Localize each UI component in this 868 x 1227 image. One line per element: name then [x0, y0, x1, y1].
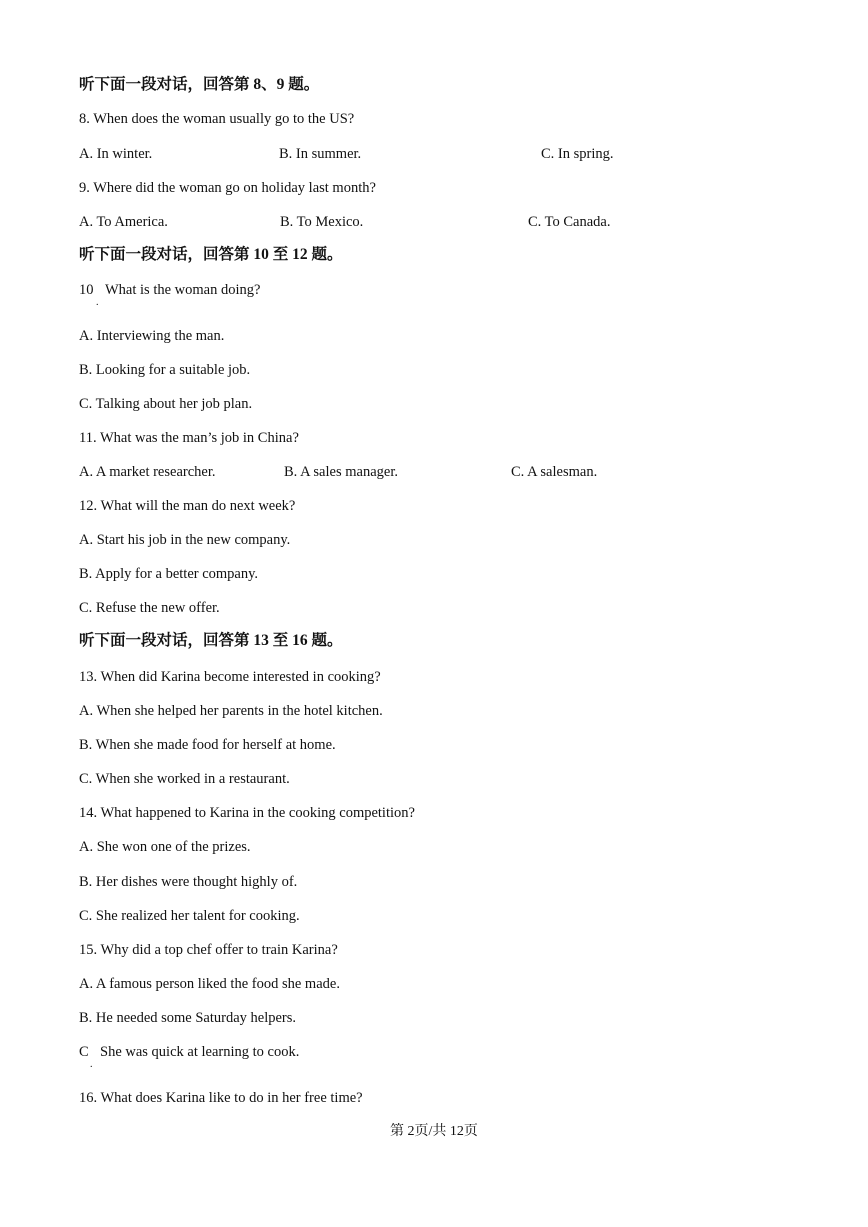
- q11-option-b: B. A sales manager.: [284, 464, 398, 480]
- question-14: 14. What happened to Karina in the cooking competition?: [79, 805, 415, 821]
- q15-option-a: A. A famous person liked the food she made.: [79, 976, 340, 992]
- q8-option-a: A. In winter.: [79, 146, 153, 162]
- q10-option-a: A. Interviewing the man.: [79, 328, 225, 344]
- q9-option-a: A. To America.: [79, 214, 168, 230]
- q12-option-a: A. Start his job in the new company.: [79, 532, 291, 548]
- question-8: 8. When does the woman usually go to the US?: [79, 111, 355, 127]
- q15-option-c: She was quick at learning to cook.: [100, 1044, 300, 1060]
- q9-option-b: B. To Mexico.: [280, 214, 364, 230]
- q14-option-a: A. She won one of the prizes.: [79, 839, 251, 855]
- q14-option-b: B. Her dishes were thought highly of.: [79, 874, 298, 890]
- question-15: 15. Why did a top chef offer to train Karina?: [79, 942, 338, 958]
- q9-option-c: C. To Canada.: [528, 214, 611, 230]
- q13-option-a: A. When she helped her parents in the hotel kitchen.: [79, 703, 383, 719]
- page-footer: 第 2页/共 12页: [390, 1124, 478, 1139]
- q13-option-c: C. When she worked in a restaurant.: [79, 771, 290, 787]
- question-16: 16. What does Karina like to do in her free time?: [79, 1090, 363, 1106]
- question-10-dot: .: [96, 297, 99, 308]
- q13-option-b: B. When she made food for herself at home.: [79, 737, 336, 753]
- q10-option-c: C. Talking about her job plan.: [79, 396, 253, 412]
- q15-option-c-dot: .: [90, 1059, 93, 1070]
- q14-option-c: C. She realized her talent for cooking.: [79, 908, 300, 924]
- q11-option-a: A. A market researcher.: [79, 464, 216, 480]
- q11-option-c: C. A salesman.: [511, 464, 598, 480]
- question-13: 13. When did Karina become interested in cooking?: [79, 669, 381, 685]
- question-10: What is the woman doing?: [105, 282, 261, 298]
- question-10-number: 10: [79, 282, 94, 298]
- q8-option-b: B. In summer.: [279, 146, 362, 162]
- q15-option-b: B. He needed some Saturday helpers.: [79, 1010, 297, 1026]
- q12-option-b: B. Apply for a better company.: [79, 566, 259, 582]
- section-heading-13-16: 听下面一段对话，回答第 13 至 16 题。: [79, 632, 343, 649]
- question-12: 12. What will the man do next week?: [79, 498, 296, 514]
- q8-option-c: C. In spring.: [541, 146, 614, 162]
- q10-option-b: B. Looking for a suitable job.: [79, 362, 251, 378]
- section-heading-10-12: 听下面一段对话，回答第 10 至 12 题。: [79, 246, 343, 263]
- q12-option-c: C. Refuse the new offer.: [79, 600, 220, 616]
- question-11: 11. What was the man’s job in China?: [79, 430, 299, 446]
- question-9: 9. Where did the woman go on holiday last month?: [79, 180, 376, 196]
- section-heading-8-9: 听下面一段对话，回答第 8、9 题。: [79, 76, 320, 93]
- q15-option-c-letter: C: [79, 1044, 89, 1060]
